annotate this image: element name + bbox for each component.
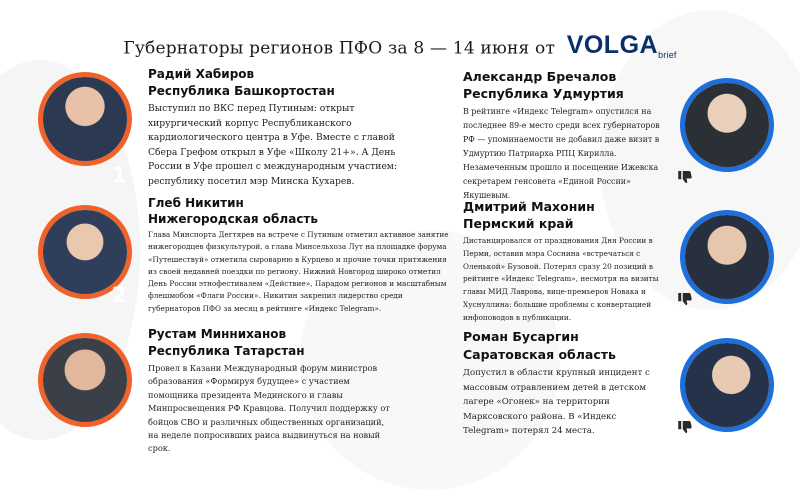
governor-name: Александр Бречалов: [463, 69, 617, 84]
thumb-down-icon: [676, 418, 694, 436]
governor-name: Рустам Минниханов: [148, 327, 287, 341]
logo-suffix: brief: [658, 50, 677, 60]
governor-description: Дистанцировался от празднования Дня России в Перми, оставив мэра Соснина «встречаться с Оленькой» Бузовой. Потерял сразу 20 позиций в рейтинге «Индекс Telegram», несмотря на визиты главы МИД Лаврова, вице-премьеров Новака и Хуснуллина: большие проблемы с конвертацией инфоповодов в публикации.: [463, 236, 659, 322]
governor-region: Республика Татарстан: [148, 344, 305, 358]
governor-card: [463, 328, 663, 439]
logo-text: VOLGA: [566, 31, 659, 59]
governor-photo: [680, 210, 774, 304]
governor-name: Глеб Никитин: [148, 196, 244, 210]
rank-badge: 1: [111, 163, 127, 187]
governor-region: Пермский край: [463, 216, 574, 231]
governor-description: Глава Минспорта Дегтярев на встрече с Путиным отметил активное занятие нижегородцев физкультурой, а глава Минсельхоза Лут на площадке форума «Путешествуй» отметила сыроварню в Курцево и прочие точки притяжения из своей недавней поездки по региону. Нижний Новгород широко отметил День России этнофестивалем «Действие», Парадом регионов и масштабным флешмобом «Флаги России». Никитин закрепил лидерство среди губернаторов ПФО за месяц в рейтинге «Индекс Telegram».: [148, 230, 449, 313]
governor-description: Выступил по ВКС перед Путиным: открыт хирургический корпус Республиканского кардиологического центра в Уфе. Вместе с главой Сбера Грефом открыл в Уфе «Школу 21+». А День России в Уфе прошел с международным участием: республику посетил мэр Минска Кухарев.: [148, 103, 398, 187]
thumb-down-icon: [676, 290, 694, 308]
page-title: [0, 31, 800, 63]
governor-region: Нижегородская область: [148, 212, 318, 226]
governor-region: Республика Удмуртия: [463, 86, 624, 101]
governor-region: Саратовская область: [463, 347, 616, 362]
governor-photo: [680, 338, 774, 432]
governor-description: Провел в Казани Международный форум министров образования «Формируя будущее» с участием помощника президента Мединского и главы Минпросвещения РФ Кравцова. Получил поддержку от бойцов СВО и различных общественных организаций, на неделе попросивших раиса выдвинуться на новый срок.: [148, 363, 390, 454]
rank-badge: 2: [111, 283, 127, 307]
governor-name: Роман Бусаргин: [463, 329, 579, 344]
governor-description: Допустил в области крупный инцидент с массовым отравлением детей в детском лагере «Огонек» на территории Марксовского района. В «Индекс Telegram» потерял 24 места.: [463, 368, 650, 437]
volga-brief-logo: [567, 31, 677, 60]
governor-card: [148, 326, 393, 456]
governor-photo: [680, 78, 774, 172]
governor-card: [148, 196, 453, 315]
governor-card: [463, 68, 663, 203]
governor-region: Республика Башкортостан: [148, 84, 335, 98]
governor-description: В рейтинге «Индекс Telegram» опустился на последнее 89-е место среди всех губернаторов РФ — упоминаемости не добавил даже визит в Удмуртию Патриарха РПЦ Кирилла. Незамеченным прошло и посещение Ижевска секретарем генсовета «Единой России» Якушевым.: [463, 107, 660, 200]
governor-name: Радий Хабиров: [148, 67, 255, 81]
governor-photo: [38, 72, 132, 166]
title-text: Губернаторы регионов ПФО за 8 — 14 июня от: [123, 38, 556, 59]
governor-name: Дмитрий Махонин: [463, 199, 595, 214]
governor-card: [463, 198, 668, 325]
rank-badge: 3: [113, 411, 129, 435]
governor-card: [148, 66, 398, 190]
thumb-down-icon: [676, 168, 694, 186]
